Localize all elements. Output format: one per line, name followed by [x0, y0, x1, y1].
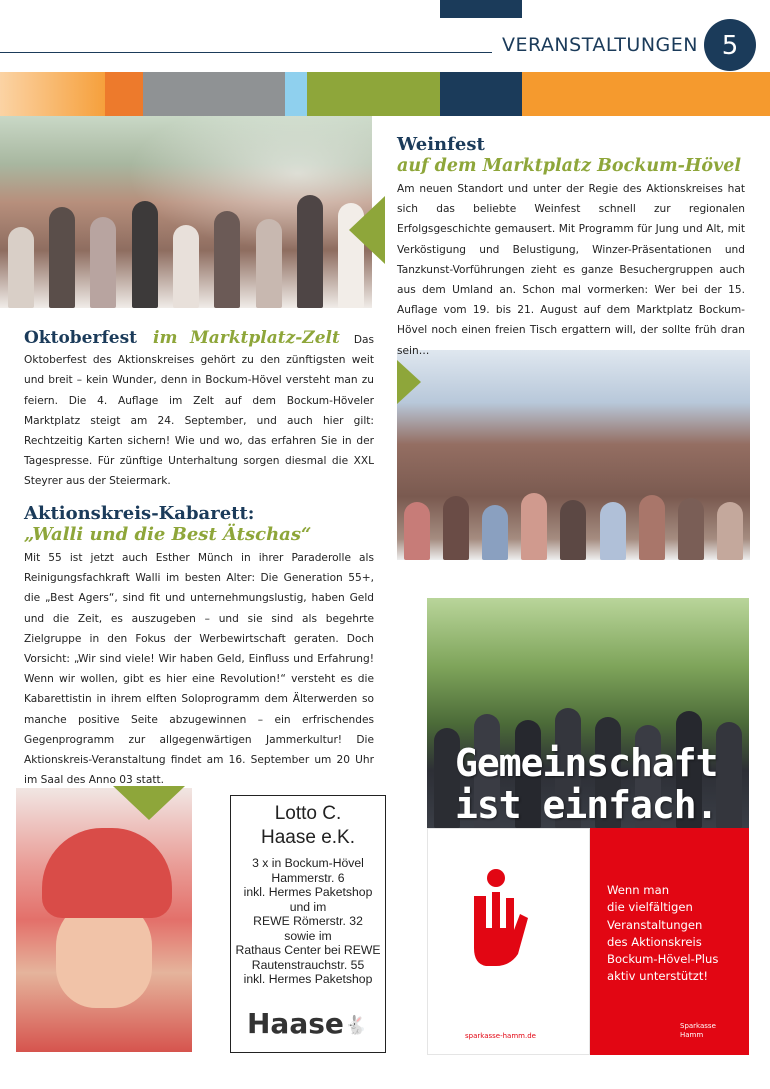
page-number: 5 — [704, 19, 756, 71]
lotto-title-1: Lotto C. — [274, 803, 342, 824]
color-bar-segment — [143, 72, 285, 116]
kabarett-title: Aktionskreis-Kabarett: — [24, 503, 255, 524]
oktoberfest-title: Oktoberfest — [24, 328, 137, 348]
color-bar-segment — [440, 72, 522, 116]
kabarett-article — [24, 504, 374, 790]
header-tab — [440, 0, 522, 18]
sparkasse-brand-city: Hamm — [680, 1031, 704, 1039]
sparkasse-hand-icon — [466, 868, 530, 968]
kabarett-subtitle: „Walli und die Best Ätschas“ — [24, 524, 312, 545]
lotto-line: inkl. Hermes Paketshop — [243, 972, 373, 986]
ad-message-line: aktiv unterstützt! — [607, 969, 709, 984]
lotto-title-2: Haase e.K. — [261, 827, 355, 848]
section-title: VERANSTALTUNGEN — [502, 34, 698, 56]
weinfest-title: Weinfest — [397, 134, 485, 155]
color-bar-segment — [307, 72, 440, 116]
lotto-line: REWE Römerstr. 32 — [253, 914, 363, 928]
kabarett-body: Mit 55 ist jetzt auch Esther Münch in ihrer Paraderolle als Reinigungsfachkraft Walli im besten Alter: Die Generation 55+, die „Best Agers“, sind fit und unternehmungslustig, haben Geld und die Zeit, es auszugeben – und sie sind als begehrte Zielgruppe in den Fokus der Werbewirtschaft geraten. Doch Vorsicht: „Wir sind viele! Wir haben Geld, Einfluss und Erfahrung! Wenn wir wollen, gibt es hier eine Revolution!“ versteht es die Kabarettistin in ihrem elften Soloprogramm dem Älterwerden so manche positive Seite abzugewinnen – ein erfrischendes Gegenprogramm zur allgegenwärtigen Jammerkultur! Die Aktionskreis-Veranstaltung findet am 16. September um 20 Uhr im Saal des Anno 03 statt. — [24, 552, 374, 787]
lotto-line: 3 x in Bockum-Hövel — [252, 856, 364, 870]
kabarett-arrow — [113, 786, 185, 820]
ad-slogan-line-2: ist einfach. — [455, 783, 718, 827]
lotto-ad — [230, 795, 386, 1053]
lotto-line: und im — [289, 899, 327, 914]
oktoberfest-article — [24, 328, 374, 492]
ad-message-line: des Aktionskreis — [607, 934, 702, 949]
oktoberfest-body: Das Oktoberfest des Aktionskreises gehört zu den zünftigsten weit und breit – kein Wunder, denn in Bockum-Hövel versteht man zu feiern. Die 4. Auflage im Zelt auf dem Bockum-Höveler Marktplatz steigt am 24. September, und auch hier gilt: Rechtzeitig Karten sichern! Wie und wo, das erfahren Sie in der Tagespresse. Für zünftige Unterhaltung sorgen diesmal die XXL Steyrer aus der Steiermark. — [24, 334, 374, 488]
ad-message-line: Veranstaltungen — [607, 917, 703, 932]
sparkasse-brand — [680, 1022, 716, 1040]
oktoberfest-photo — [397, 350, 750, 560]
color-bar-segment — [105, 72, 143, 116]
ad-message — [607, 882, 747, 986]
lotto-line: Rathaus Center bei REWE — [235, 943, 381, 957]
ad-message-line: Wenn man — [607, 883, 670, 897]
ad-message-line: die vielfältigen — [607, 900, 693, 915]
lotto-line: Rautenstrauchstr. 55 — [251, 957, 365, 972]
color-bar-segment — [0, 72, 105, 116]
lotto-line: sowie im — [284, 928, 332, 943]
ad-slogan-line-1: Gemeinschaft — [455, 741, 718, 785]
oktoberfest-arrow — [397, 360, 421, 404]
haase-logo-text: Haase — [247, 1007, 344, 1040]
weinfest-article — [397, 134, 745, 361]
header-rule — [0, 52, 492, 53]
ad-message-line: Bockum-Hövel-Plus — [607, 952, 719, 967]
ad-slogan — [455, 742, 718, 826]
weinfest-photo — [0, 116, 372, 308]
kabarett-photo — [16, 788, 192, 1052]
rabbit-icon: 🐇 — [344, 1015, 367, 1036]
ad-url[interactable]: sparkasse-hamm.de — [465, 1032, 536, 1040]
sparkasse-brand-name: Sparkasse — [680, 1022, 716, 1030]
weinfest-subtitle: auf dem Marktplatz Bockum-Hövel — [397, 156, 742, 176]
lotto-line: Hammerstr. 6 — [271, 870, 345, 885]
color-bar-segment — [285, 72, 307, 116]
haase-logo — [241, 1004, 375, 1044]
color-bar-segment — [522, 72, 770, 116]
color-bar — [0, 72, 770, 116]
lotto-line: inkl. Hermes Paketshop — [243, 885, 373, 899]
weinfest-body: Am neuen Standort und unter der Regie des Aktionskreises hat sich das beliebte Weinfest schnell zur regionalen Erfolgsgeschichte gemausert. Mit Programm für Jung und Alt, mit Verköstigung und Belustigung, Winzer-Präsentationen und Tanzkunst-Vorführungen zieht es ganze Besuchergruppen auch aus dem Umland an. Schon mal vormerken: Wer bei der 15. Auflage vom 19. bis 21. August auf dem Marktplatz Bockum-Hövel noch einen freien Tisch ergattern will, der sollte früh dran sein… — [397, 183, 745, 357]
weinfest-arrow — [349, 196, 385, 264]
oktoberfest-subtitle: im Marktplatz-Zelt — [152, 328, 340, 348]
